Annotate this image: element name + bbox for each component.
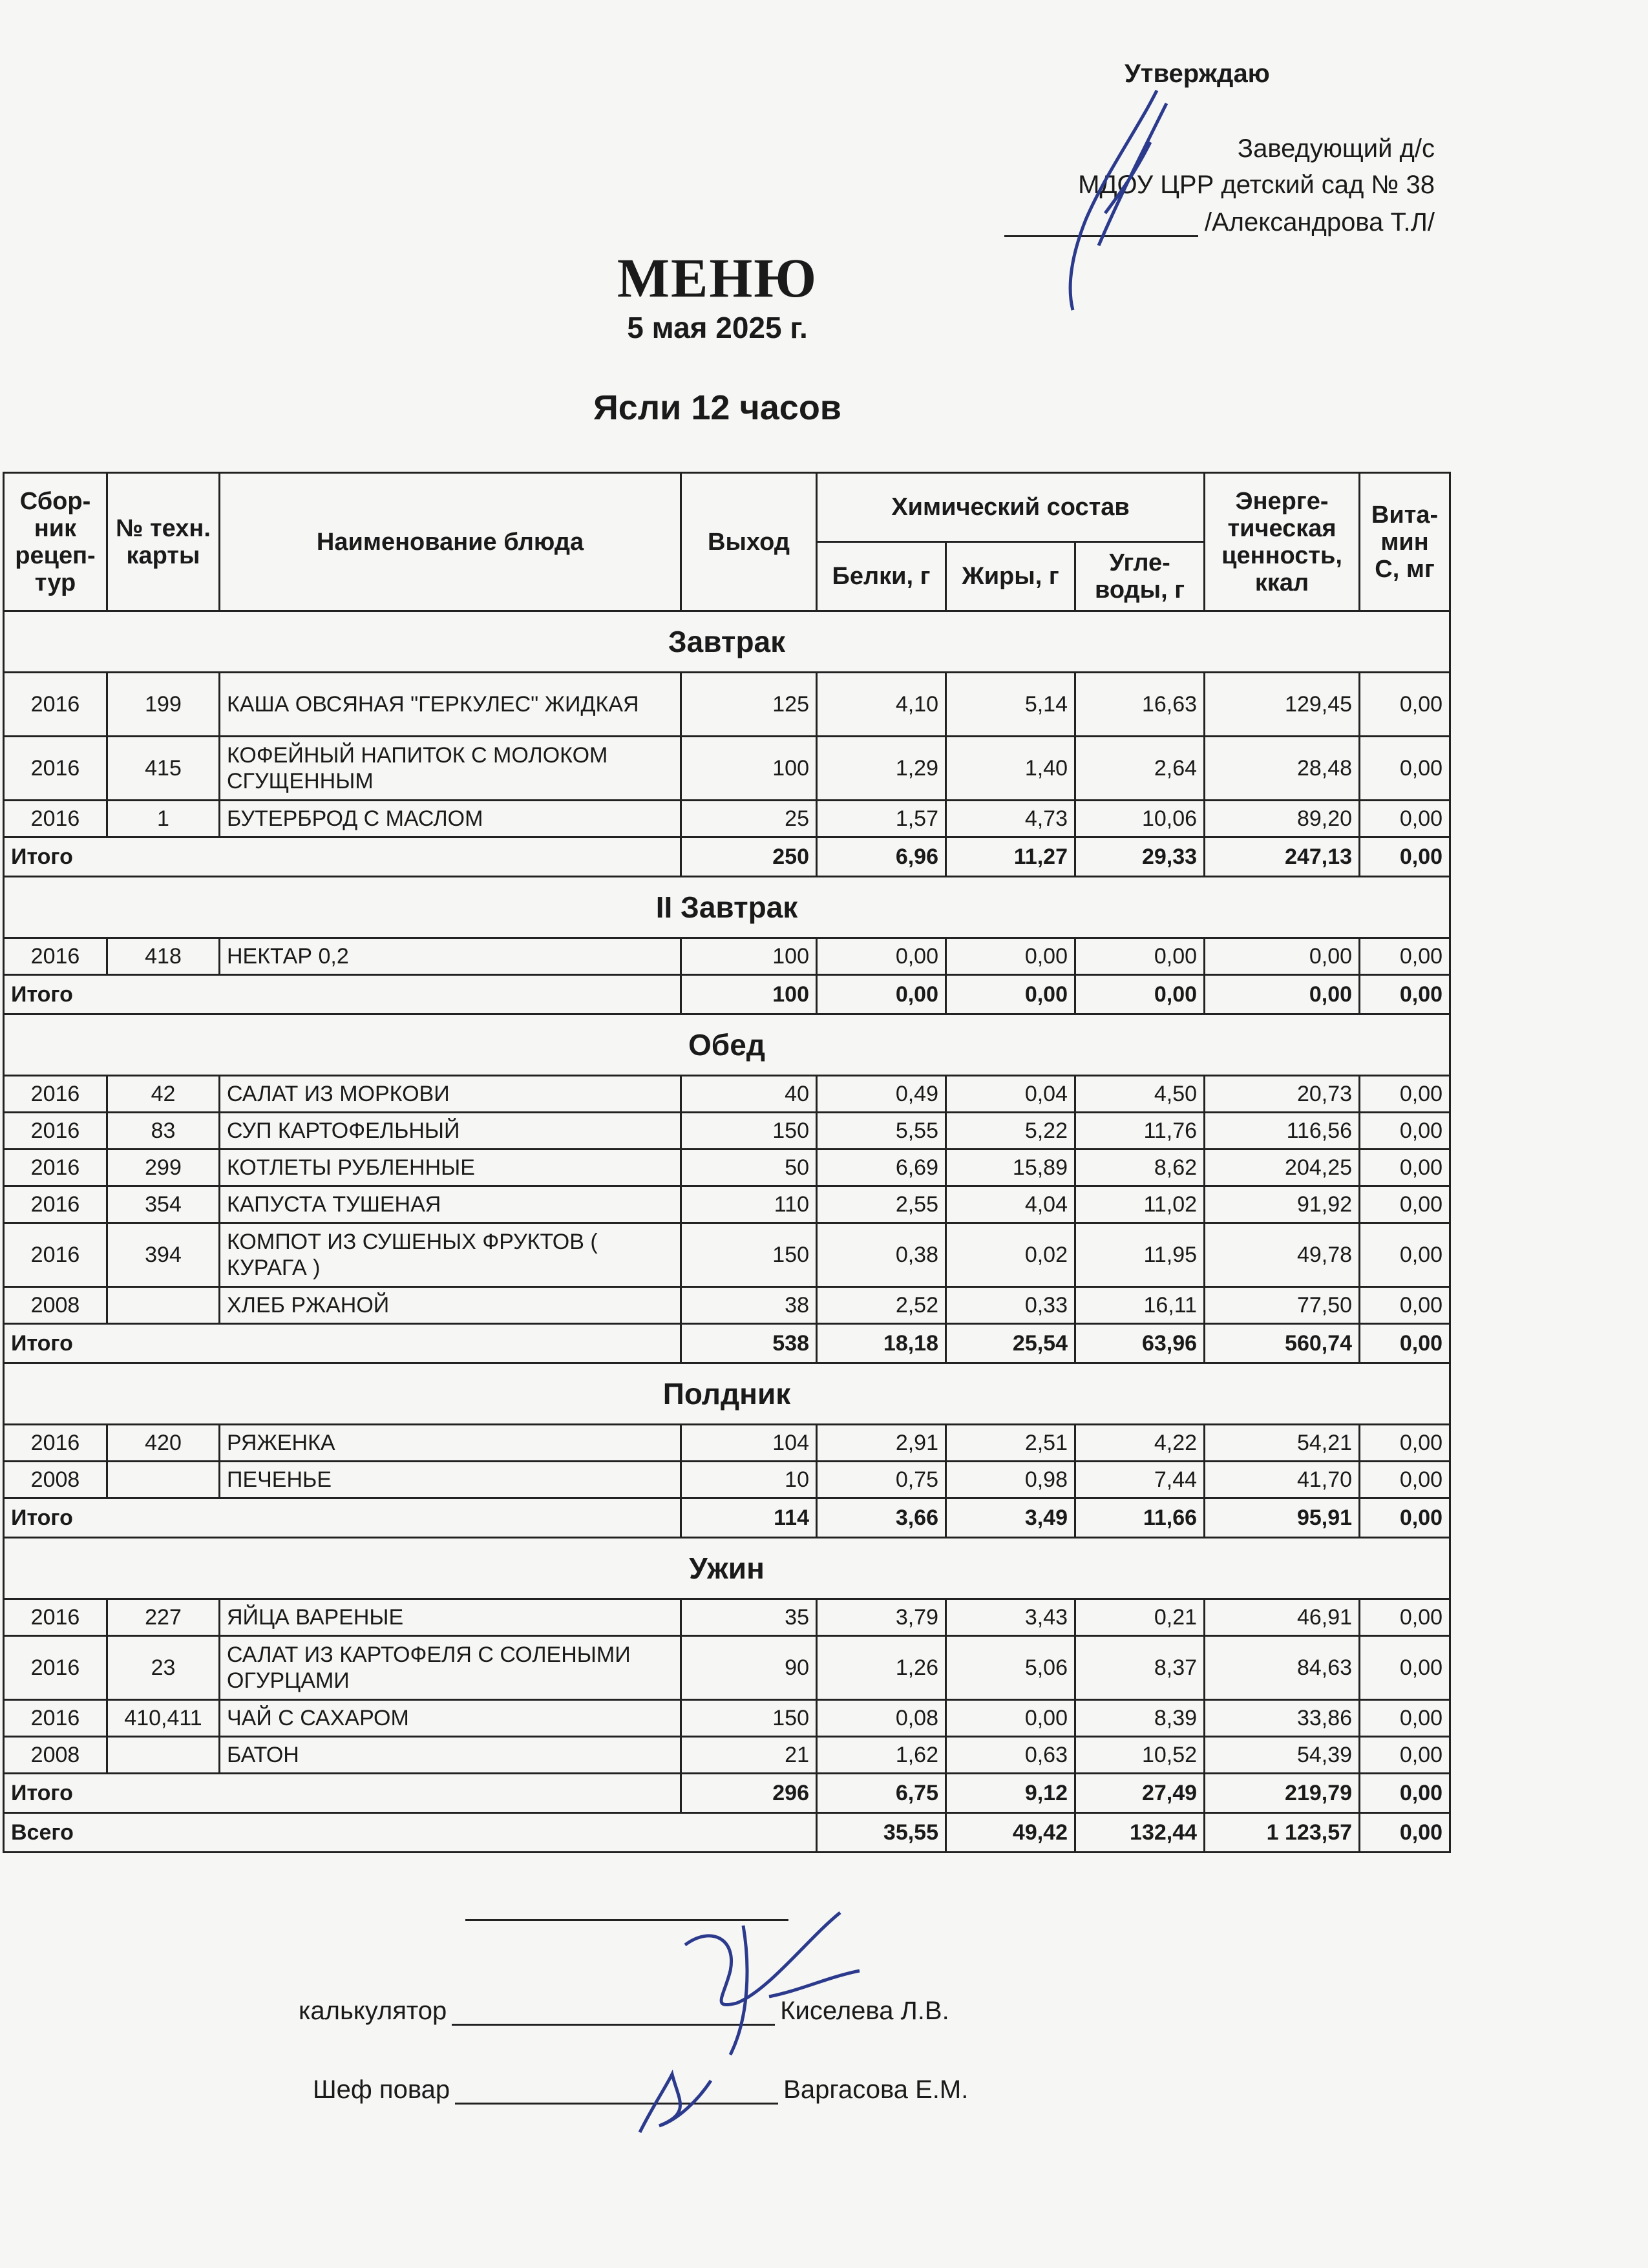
table-row: [4, 1425, 1450, 1462]
total-fat: 3,49: [946, 1498, 1075, 1538]
cell-collection: 2016: [4, 1700, 107, 1737]
cell-energy: 204,25: [1205, 1150, 1360, 1186]
cell-fat: 0,33: [946, 1287, 1075, 1324]
grand-total-fat: 49,42: [946, 1813, 1075, 1853]
cell-vitamin: 0,00: [1360, 1113, 1450, 1150]
cell-fat: 0,00: [946, 938, 1075, 975]
chef-name: Варгасова Е.М.: [783, 2075, 969, 2104]
cell-carbs: 8,37: [1075, 1636, 1205, 1700]
cell-tech-card: 83: [107, 1113, 220, 1150]
total-fat: 0,00: [946, 975, 1075, 1014]
table-row: [4, 1113, 1450, 1150]
col-energy: Энерге-тическая ценность, ккал: [1205, 473, 1360, 611]
cell-dish-name: ПЕЧЕНЬЕ: [220, 1462, 681, 1498]
total-carbs: 29,33: [1075, 837, 1205, 877]
grand-total-energy: 1 123,57: [1205, 1813, 1360, 1853]
cell-dish-name: КАША ОВСЯНАЯ "ГЕРКУЛЕС" ЖИДКАЯ: [220, 673, 681, 737]
cell-vitamin: 0,00: [1360, 1462, 1450, 1498]
cell-output: 35: [681, 1599, 817, 1636]
cell-carbs: 4,22: [1075, 1425, 1205, 1462]
cell-output: 10: [681, 1462, 817, 1498]
cell-energy: 49,78: [1205, 1223, 1360, 1287]
approval-signature-name: /Александрова Т.Л/: [1204, 208, 1435, 236]
cell-output: 40: [681, 1076, 817, 1113]
cell-vitamin: 0,00: [1360, 1700, 1450, 1737]
cell-output: 104: [681, 1425, 817, 1462]
signature-blank: [1004, 211, 1198, 237]
cell-dish-name: БУТЕРБРОД С МАСЛОМ: [220, 801, 681, 837]
cell-vitamin: 0,00: [1360, 1186, 1450, 1223]
cell-fat: 0,63: [946, 1737, 1075, 1774]
calculator-signature-row: [299, 1997, 949, 2026]
section-title: Обед: [4, 1014, 1450, 1076]
cell-carbs: 0,21: [1075, 1599, 1205, 1636]
section-title: Полдник: [4, 1363, 1450, 1425]
cell-fat: 5,22: [946, 1113, 1075, 1150]
table-row: [4, 1287, 1450, 1324]
cell-protein: 4,10: [817, 673, 946, 737]
cell-energy: 77,50: [1205, 1287, 1360, 1324]
cell-carbs: 8,39: [1075, 1700, 1205, 1737]
cell-energy: 89,20: [1205, 801, 1360, 837]
cell-protein: 2,55: [817, 1186, 946, 1223]
col-chemical: Химический состав: [817, 473, 1205, 542]
total-protein: 0,00: [817, 975, 946, 1014]
total-output: 538: [681, 1324, 817, 1363]
cell-energy: 54,39: [1205, 1737, 1360, 1774]
total-row: [4, 837, 1450, 877]
total-carbs: 0,00: [1075, 975, 1205, 1014]
approval-position: Заведующий д/с: [1237, 134, 1435, 163]
cell-protein: 1,29: [817, 737, 946, 801]
col-collection: Сбор-ник рецеп-тур: [4, 473, 107, 611]
cell-fat: 15,89: [946, 1150, 1075, 1186]
cell-output: 150: [681, 1113, 817, 1150]
cell-tech-card: [107, 1462, 220, 1498]
cell-energy: 84,63: [1205, 1636, 1360, 1700]
cell-vitamin: 0,00: [1360, 1636, 1450, 1700]
approval-organization: МДОУ ЦРР детский сад № 38: [1078, 171, 1435, 199]
total-vitamin: 0,00: [1360, 1774, 1450, 1813]
cell-fat: 3,43: [946, 1599, 1075, 1636]
cell-carbs: 7,44: [1075, 1462, 1205, 1498]
cell-collection: 2016: [4, 1113, 107, 1150]
cell-protein: 5,55: [817, 1113, 946, 1150]
cell-collection: 2016: [4, 1150, 107, 1186]
cell-protein: 1,62: [817, 1737, 946, 1774]
cell-vitamin: 0,00: [1360, 1150, 1450, 1186]
cell-tech-card: 299: [107, 1150, 220, 1186]
cell-output: 50: [681, 1150, 817, 1186]
cell-collection: 2016: [4, 1186, 107, 1223]
col-tech-card: № техн. карты: [107, 473, 220, 611]
cell-tech-card: 354: [107, 1186, 220, 1223]
cell-collection: 2016: [4, 938, 107, 975]
chef-role: Шеф повар: [313, 2075, 450, 2104]
cell-energy: 33,86: [1205, 1700, 1360, 1737]
cell-vitamin: 0,00: [1360, 1076, 1450, 1113]
cell-vitamin: 0,00: [1360, 1223, 1450, 1287]
cell-carbs: 11,95: [1075, 1223, 1205, 1287]
cell-vitamin: 0,00: [1360, 737, 1450, 801]
cell-dish-name: КОФЕЙНЫЙ НАПИТОК С МОЛОКОМ СГУЩЕННЫМ: [220, 737, 681, 801]
cell-collection: 2008: [4, 1462, 107, 1498]
cell-carbs: 0,00: [1075, 938, 1205, 975]
cell-tech-card: 42: [107, 1076, 220, 1113]
cell-collection: 2016: [4, 1599, 107, 1636]
total-carbs: 11,66: [1075, 1498, 1205, 1538]
signature-top-line: [465, 1919, 788, 1921]
cell-dish-name: БАТОН: [220, 1737, 681, 1774]
total-energy: 219,79: [1205, 1774, 1360, 1813]
cell-carbs: 10,06: [1075, 801, 1205, 837]
document-title: МЕНЮ: [617, 247, 818, 309]
total-label: Итого: [4, 1498, 681, 1538]
cell-tech-card: 227: [107, 1599, 220, 1636]
table-row: [4, 801, 1450, 837]
cell-protein: 0,00: [817, 938, 946, 975]
cell-dish-name: КОТЛЕТЫ РУБЛЕННЫЕ: [220, 1150, 681, 1186]
cell-dish-name: САЛАТ ИЗ КАРТОФЕЛЯ С СОЛЕНЫМИ ОГУРЦАМИ: [220, 1636, 681, 1700]
total-carbs: 63,96: [1075, 1324, 1205, 1363]
cell-vitamin: 0,00: [1360, 1599, 1450, 1636]
grand-total-vitamin: 0,00: [1360, 1813, 1450, 1853]
total-protein: 18,18: [817, 1324, 946, 1363]
cell-dish-name: НЕКТАР 0,2: [220, 938, 681, 975]
cell-output: 90: [681, 1636, 817, 1700]
cell-tech-card: 394: [107, 1223, 220, 1287]
total-row: [4, 1324, 1450, 1363]
cell-tech-card: 1: [107, 801, 220, 837]
cell-vitamin: 0,00: [1360, 1425, 1450, 1462]
cell-energy: 116,56: [1205, 1113, 1360, 1150]
cell-collection: 2016: [4, 737, 107, 801]
table-row: [4, 938, 1450, 975]
cell-fat: 5,06: [946, 1636, 1075, 1700]
total-fat: 9,12: [946, 1774, 1075, 1813]
cell-output: 150: [681, 1700, 817, 1737]
total-row: [4, 1774, 1450, 1813]
total-label: Итого: [4, 837, 681, 877]
section-row: [4, 611, 1450, 673]
col-fat: Жиры, г: [946, 542, 1075, 611]
total-fat: 25,54: [946, 1324, 1075, 1363]
total-vitamin: 0,00: [1360, 975, 1450, 1014]
grand-total-protein: 35,55: [817, 1813, 946, 1853]
total-energy: 560,74: [1205, 1324, 1360, 1363]
cell-energy: 41,70: [1205, 1462, 1360, 1498]
cell-protein: 0,49: [817, 1076, 946, 1113]
cell-dish-name: ЧАЙ С САХАРОМ: [220, 1700, 681, 1737]
cell-tech-card: 23: [107, 1636, 220, 1700]
cell-protein: 1,57: [817, 801, 946, 837]
cell-fat: 0,00: [946, 1700, 1075, 1737]
menu-table: [3, 472, 1451, 1853]
section-title: Ужин: [4, 1538, 1450, 1599]
cell-dish-name: ХЛЕБ РЖАНОЙ: [220, 1287, 681, 1324]
table-row: [4, 1700, 1450, 1737]
cell-tech-card: 418: [107, 938, 220, 975]
cell-fat: 0,04: [946, 1076, 1075, 1113]
cell-protein: 0,75: [817, 1462, 946, 1498]
cell-collection: 2016: [4, 1636, 107, 1700]
table-row: [4, 673, 1450, 737]
cell-fat: 4,04: [946, 1186, 1075, 1223]
cell-fat: 4,73: [946, 801, 1075, 837]
total-vitamin: 0,00: [1360, 837, 1450, 877]
col-output: Выход: [681, 473, 817, 611]
col-vitamin: Вита-мин С, мг: [1360, 473, 1450, 611]
cell-tech-card: 410,411: [107, 1700, 220, 1737]
table-row: [4, 1186, 1450, 1223]
cell-vitamin: 0,00: [1360, 801, 1450, 837]
section-row: [4, 1014, 1450, 1076]
cell-dish-name: РЯЖЕНКА: [220, 1425, 681, 1462]
cell-dish-name: СУП КАРТОФЕЛЬНЫЙ: [220, 1113, 681, 1150]
cell-energy: 91,92: [1205, 1186, 1360, 1223]
cell-output: 125: [681, 673, 817, 737]
table-row: [4, 1076, 1450, 1113]
table-row: [4, 1737, 1450, 1774]
approval-title: Утверждаю: [1125, 59, 1270, 88]
cell-dish-name: САЛАТ ИЗ МОРКОВИ: [220, 1076, 681, 1113]
cell-output: 110: [681, 1186, 817, 1223]
cell-output: 150: [681, 1223, 817, 1287]
total-output: 114: [681, 1498, 817, 1538]
col-protein: Белки, г: [817, 542, 946, 611]
total-label: Итого: [4, 975, 681, 1014]
cell-collection: 2008: [4, 1287, 107, 1324]
table-row: [4, 1599, 1450, 1636]
table-row: [4, 1462, 1450, 1498]
cell-protein: 2,91: [817, 1425, 946, 1462]
calculator-name: Киселева Л.В.: [780, 1997, 949, 2025]
cell-tech-card: 420: [107, 1425, 220, 1462]
table-row: [4, 1636, 1450, 1700]
cell-protein: 0,08: [817, 1700, 946, 1737]
cell-fat: 2,51: [946, 1425, 1075, 1462]
cell-vitamin: 0,00: [1360, 1737, 1450, 1774]
signature-blank: [452, 2000, 775, 2026]
cell-fat: 0,98: [946, 1462, 1075, 1498]
section-title: Завтрак: [4, 611, 1450, 673]
total-energy: 0,00: [1205, 975, 1360, 1014]
cell-energy: 28,48: [1205, 737, 1360, 801]
total-energy: 247,13: [1205, 837, 1360, 877]
total-fat: 11,27: [946, 837, 1075, 877]
total-protein: 6,75: [817, 1774, 946, 1813]
cell-vitamin: 0,00: [1360, 673, 1450, 737]
cell-collection: 2008: [4, 1737, 107, 1774]
approval-signature-line: [1004, 208, 1435, 237]
total-output: 100: [681, 975, 817, 1014]
col-carbs: Угле-воды, г: [1075, 542, 1205, 611]
cell-output: 25: [681, 801, 817, 837]
cell-collection: 2016: [4, 1223, 107, 1287]
cell-carbs: 4,50: [1075, 1076, 1205, 1113]
cell-fat: 5,14: [946, 673, 1075, 737]
section-row: [4, 1538, 1450, 1599]
menu-body: [4, 611, 1450, 1853]
cell-carbs: 11,02: [1075, 1186, 1205, 1223]
cell-vitamin: 0,00: [1360, 1287, 1450, 1324]
table-row: [4, 737, 1450, 801]
cell-tech-card: [107, 1737, 220, 1774]
group-title: Ясли 12 часов: [593, 388, 841, 427]
cell-carbs: 10,52: [1075, 1737, 1205, 1774]
cell-protein: 0,38: [817, 1223, 946, 1287]
cell-collection: 2016: [4, 673, 107, 737]
total-output: 296: [681, 1774, 817, 1813]
total-vitamin: 0,00: [1360, 1324, 1450, 1363]
signatures-block: [0, 1874, 1648, 2132]
calculator-role: калькулятор: [299, 1997, 447, 2025]
cell-tech-card: 199: [107, 673, 220, 737]
total-row: [4, 975, 1450, 1014]
section-title: II Завтрак: [4, 877, 1450, 938]
total-label: Итого: [4, 1324, 681, 1363]
total-protein: 6,96: [817, 837, 946, 877]
chef-signature-row: [313, 2075, 968, 2105]
cell-output: 100: [681, 938, 817, 975]
cell-output: 38: [681, 1287, 817, 1324]
cell-fat: 0,02: [946, 1223, 1075, 1287]
total-label: Итого: [4, 1774, 681, 1813]
total-row: [4, 1498, 1450, 1538]
cell-collection: 2016: [4, 1425, 107, 1462]
total-protein: 3,66: [817, 1498, 946, 1538]
cell-dish-name: КОМПОТ ИЗ СУШЕНЫХ ФРУКТОВ ( КУРАГА ): [220, 1223, 681, 1287]
approval-block: [0, 0, 1648, 271]
table-row: [4, 1223, 1450, 1287]
cell-carbs: 8,62: [1075, 1150, 1205, 1186]
total-vitamin: 0,00: [1360, 1498, 1450, 1538]
cell-energy: 0,00: [1205, 938, 1360, 975]
cell-collection: 2016: [4, 801, 107, 837]
cell-protein: 1,26: [817, 1636, 946, 1700]
cell-protein: 6,69: [817, 1150, 946, 1186]
cell-carbs: 2,64: [1075, 737, 1205, 801]
section-row: [4, 1363, 1450, 1425]
total-energy: 95,91: [1205, 1498, 1360, 1538]
document-date: 5 мая 2025 г.: [627, 311, 808, 344]
cell-protein: 2,52: [817, 1287, 946, 1324]
cell-tech-card: [107, 1287, 220, 1324]
cell-vitamin: 0,00: [1360, 938, 1450, 975]
grand-total-carbs: 132,44: [1075, 1813, 1205, 1853]
cell-output: 21: [681, 1737, 817, 1774]
section-row: [4, 877, 1450, 938]
cell-dish-name: КАПУСТА ТУШЕНАЯ: [220, 1186, 681, 1223]
cell-energy: 20,73: [1205, 1076, 1360, 1113]
cell-protein: 3,79: [817, 1599, 946, 1636]
total-carbs: 27,49: [1075, 1774, 1205, 1813]
cell-fat: 1,40: [946, 737, 1075, 801]
cell-energy: 46,91: [1205, 1599, 1360, 1636]
table-row: [4, 1150, 1450, 1186]
cell-carbs: 16,63: [1075, 673, 1205, 737]
signature-blank: [455, 2079, 778, 2105]
calculator-signature: [672, 1900, 879, 2068]
cell-collection: 2016: [4, 1076, 107, 1113]
cell-carbs: 11,76: [1075, 1113, 1205, 1150]
grand-total-label: Всего: [4, 1813, 817, 1853]
grand-total-row: [4, 1813, 1450, 1853]
col-dish-name: Наименование блюда: [220, 473, 681, 611]
cell-energy: 129,45: [1205, 673, 1360, 737]
cell-carbs: 16,11: [1075, 1287, 1205, 1324]
cell-dish-name: ЯЙЦА ВАРЕНЫЕ: [220, 1599, 681, 1636]
cell-output: 100: [681, 737, 817, 801]
cell-tech-card: 415: [107, 737, 220, 801]
total-output: 250: [681, 837, 817, 877]
cell-energy: 54,21: [1205, 1425, 1360, 1462]
